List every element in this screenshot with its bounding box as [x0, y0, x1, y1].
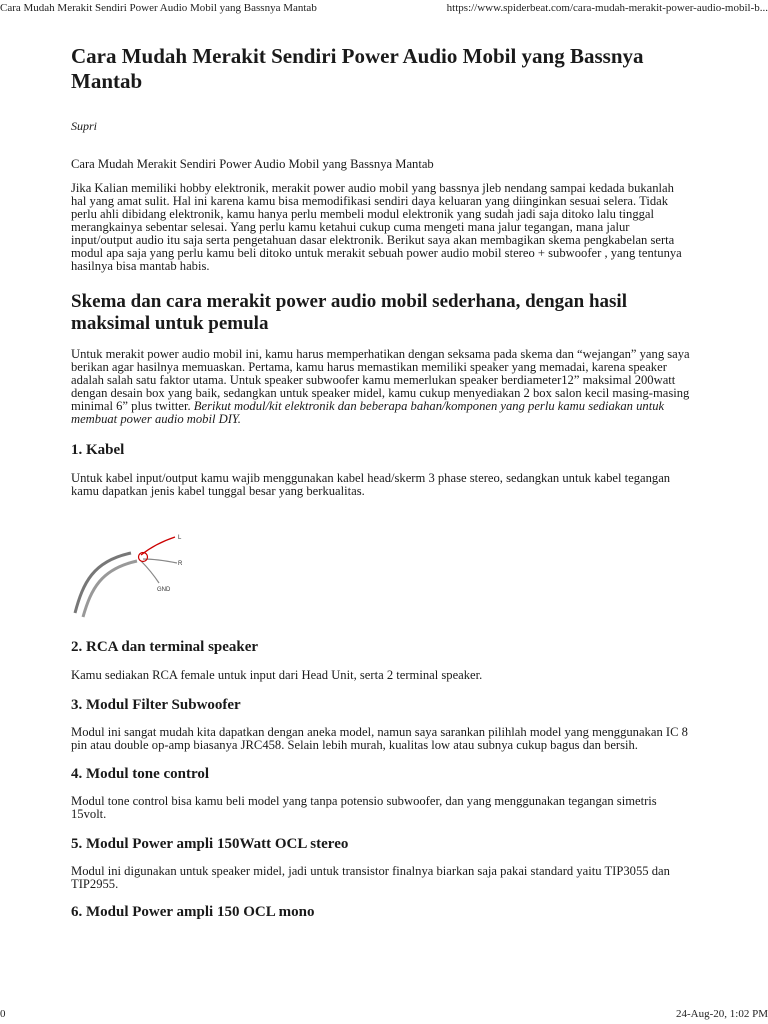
print-header-title: Cara Mudah Merakit Sendiri Power Audio Mobil yang Bassnya Mantab — [0, 2, 317, 14]
print-footer — [0, 1006, 768, 1024]
item-heading-rca: 2. RCA dan terminal speaker — [71, 639, 259, 655]
article-author[interactable]: Supri — [71, 119, 98, 133]
article-title: Cara Mudah Merakit Sendiri Power Audio Mobil yang Bassnya Mantab — [71, 44, 644, 93]
cable-figure — [71, 513, 196, 621]
figure-label-right: R — [178, 561, 183, 567]
item-heading-filter: 3. Modul Filter Subwoofer — [71, 697, 241, 713]
print-header — [0, 0, 768, 18]
print-date: 24-Aug-20, 1:02 PM — [676, 1008, 768, 1020]
figure-label-left: L — [178, 535, 182, 541]
print-header-url[interactable]: https://www.spiderbeat.com/cara-mudah-merakit-power-audio-mobil-b... — [446, 2, 768, 14]
section-text-italic: Berikut modul/kit elektronik dan beberapa bahan/komponen yang perlu kamu sediakan untuk membuat power audio mobil DIY. — [71, 399, 665, 426]
item-text-rca: Kamu sediakan RCA female untuk input dari Head Unit, serta 2 terminal speaker. — [71, 668, 483, 682]
item-text-ampli-stereo: Modul ini digunakan untuk speaker midel, jadi untuk transistor finalnya biarkan saja pakai standard yaitu TIP3055 dan TIP2955. — [71, 864, 670, 891]
item-heading-tone: 4. Modul tone control — [71, 766, 210, 782]
article — [71, 44, 691, 921]
intro-paragraph: Jika Kalian memiliki hobby elektronik, merakit power audio mobil yang bassnya jleb nendang sampai kedada bukanlah hal yang amat sulit. Hal ini karena kamu bisa memodifikasi sendiri daya keluaran yang diinginkan sesuai selera. Tidak perlu ahli dibidang elektronik, kamu hanya perlu membeli modul elektronik yang sudah jadi saja ditoko lalu tinggal merangkainya sebentar selesai. Yang perlu kamu ketahui cukup cuma mengeti mana jalur tegangan, mana jalur input/output audio itu saja serta pengetahuan dasar elektronik. Berikut saya akan membagikan skema pengkabelan serta modul apa saja yang perlu kamu beli ditoko untuk merakit sebuah power audio mobil stereo + subwoofer , yang tentunya hasilnya bisa mantab habis. — [71, 181, 682, 273]
item-text-kabel: Untuk kabel input/output kamu wajib menggunakan kabel head/skerm 3 phase stereo, sedangkan untuk kabel tegangan kamu dapatkan jenis kabel tunggal besar yang berkualitas. — [71, 471, 671, 498]
item-text-tone: Modul tone control bisa kamu beli model yang tanpa potensio subwoofer, dan yang menggunakan tegangan simetris 15volt. — [71, 794, 657, 821]
page-number: 0 — [0, 1008, 6, 1020]
section-text: Untuk merakit power audio mobil ini, kamu harus memperhatikan dengan seksama pada skema dan “wejangan” yang saya berikan agar hasilnya memuaskan. Pertama, kamu harus memastikan memiliki speaker yang memadai, karena speaker adalah salah satu faktor utama. Untuk speaker subwoofer kamu memerlukan speaker berdiameter12” maksimal 200watt dengan desain box yang baik, sedangkan untuk speaker midel, kamu cukup menyediakan 2 box salon kecil masing-masing minimal 6” plus twitter. — [71, 347, 690, 413]
section-heading: Skema dan cara merakit power audio mobil sederhana, dengan hasil maksimal untuk pemula — [71, 291, 627, 334]
item-heading-ampli-mono: 6. Modul Power ampli 150 OCL mono — [71, 904, 315, 920]
item-text-filter: Modul ini sangat mudah kita dapatkan dengan aneka model, namun saya sarankan pilihlah model yang menggunakan IC 8 pin atau double op-amp biasanya JRC458. Selain lebih murah, kualitas low atau subnya cukup bagus dan bersih. — [71, 725, 688, 752]
stereo-cable-diagram — [71, 513, 196, 621]
item-heading-kabel: 1. Kabel — [71, 442, 125, 458]
figure-label-ground: GND — [157, 587, 171, 593]
item-heading-ampli-stereo: 5. Modul Power ampli 150Watt OCL stereo — [71, 836, 349, 852]
intro-title: Cara Mudah Merakit Sendiri Power Audio Mobil yang Bassnya Mantab — [71, 157, 434, 171]
section-paragraph — [71, 348, 691, 426]
